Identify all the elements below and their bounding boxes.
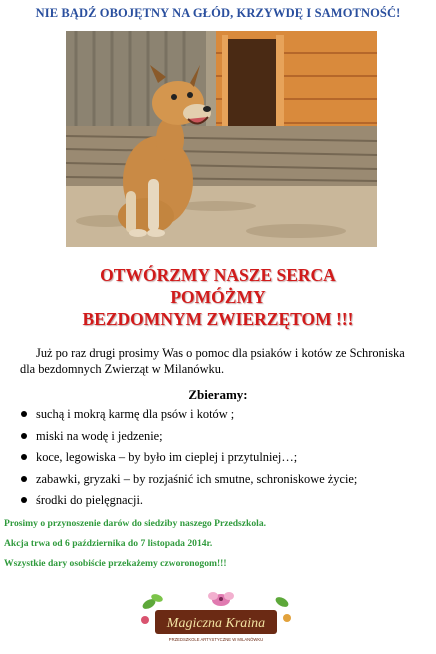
list-item: koce, legowiska – by było im cieplej i przytulniej…;	[20, 449, 430, 471]
logo-title: Magiczna Kraina	[166, 616, 266, 631]
bullet-icon	[21, 433, 27, 439]
bullet-icon	[21, 497, 27, 503]
headline-line-1: OTWÓRZMY NASZE SERCA	[100, 265, 336, 285]
note-dates: Akcja trwa od 6 października do 7 listopada 2014r.	[4, 538, 213, 549]
list-item: środki do pielęgnacji.	[20, 492, 430, 514]
headline-line-3: BEZDOMNYM ZWIERZĘTOM !!!	[82, 309, 354, 329]
collect-title: Zbieramy:	[188, 387, 248, 402]
bullet-icon	[21, 454, 27, 460]
intro-paragraph: Już po raz drugi prosimy Was o pomoc dla psiaków i kotów ze Schroniska dla bezdomnych Zwierząt w Milanówku.	[20, 346, 405, 376]
collect-list	[20, 406, 430, 514]
headline-line-2: POMÓŻMY	[170, 287, 266, 307]
bullet-icon	[21, 476, 27, 482]
headline	[0, 264, 436, 330]
dog-photo	[66, 31, 377, 247]
top-banner: NIE BĄDŹ OBOJĘTNY NA GŁÓD, KRZYWDĘ I SAMOTNOŚĆ!	[35, 6, 401, 20]
logo-tagline: PRZEDSZKOLE ARTYSTYCZNE W MILANÓWKU	[168, 637, 264, 642]
list-item: suchą i mokrą karmę dla psów i kotów ;	[20, 406, 430, 428]
school-logo	[137, 590, 295, 646]
bullet-icon	[21, 411, 27, 417]
note-drop-off: Prosimy o przynoszenie darów do siedziby naszego Przedszkola.	[4, 518, 267, 529]
note-delivery: Wszystkie dary osobiście przekażemy czworonogom!!!	[4, 558, 227, 569]
list-item: zabawki, gryzaki – by rozjaśnić ich smutne, schroniskowe życie;	[20, 471, 430, 493]
list-item: miski na wodę i jedzenie;	[20, 428, 430, 450]
